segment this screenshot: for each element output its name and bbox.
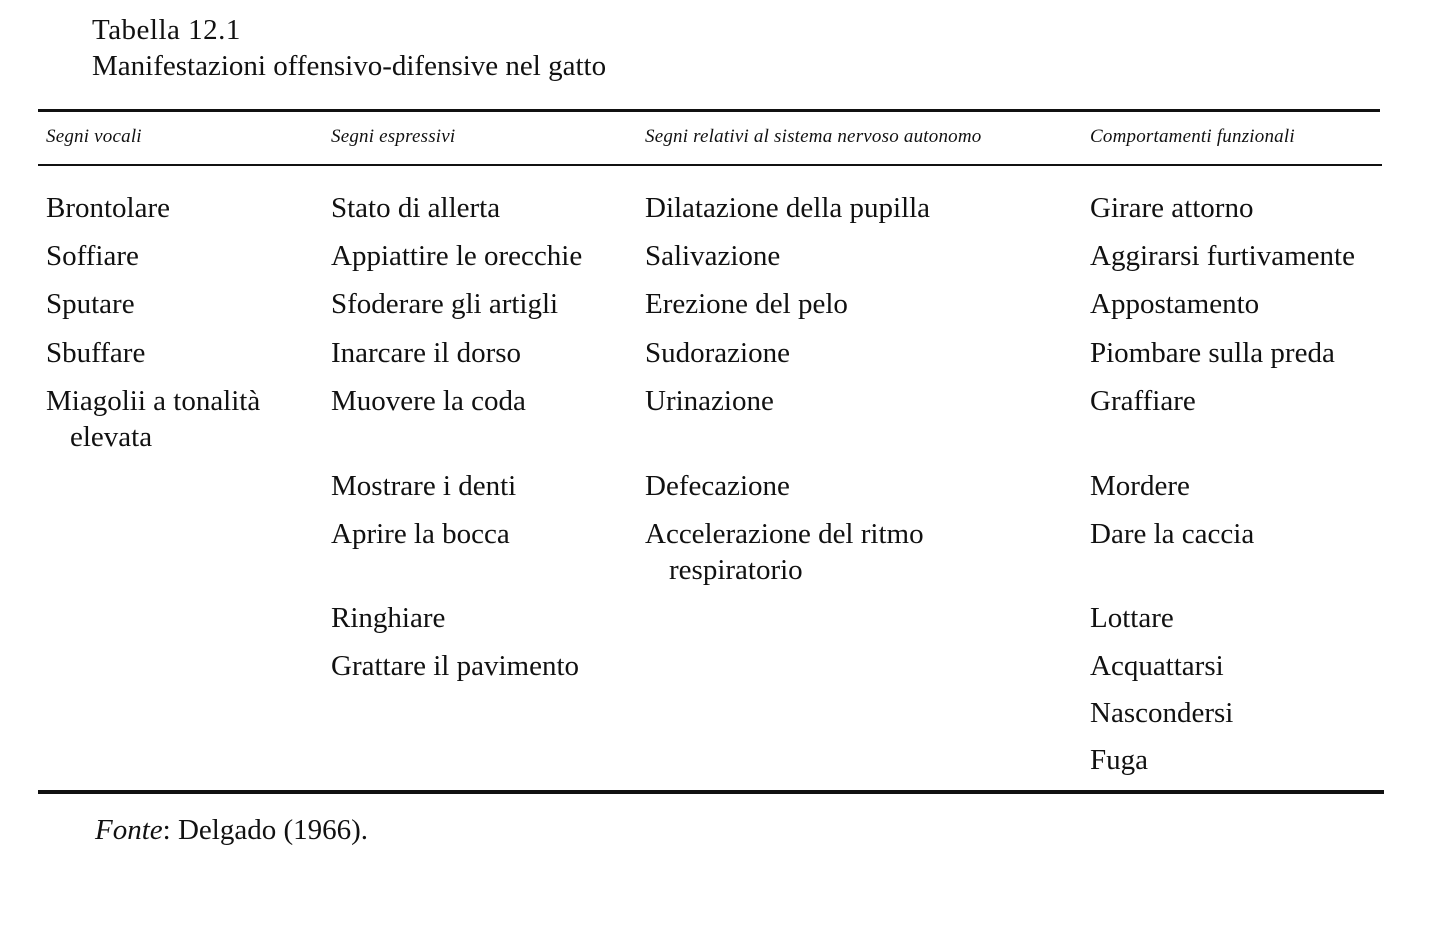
cell-text: Erezione del pelo bbox=[645, 288, 848, 320]
cell-text: Appiattire le orecchie bbox=[331, 240, 583, 272]
bottom-rule bbox=[38, 790, 1384, 794]
source-label: Fonte bbox=[95, 814, 163, 846]
table-cell-funzionali bbox=[1090, 286, 1259, 322]
source-text: : Delgado (1966). bbox=[162, 814, 369, 846]
cell-text: Girare attorno bbox=[1090, 192, 1254, 224]
table-cell-espressivi bbox=[331, 286, 558, 322]
table-cell-autonomo bbox=[645, 286, 848, 322]
cell-text: Defecazione bbox=[645, 470, 790, 502]
cell-text: Inarcare il dorso bbox=[331, 337, 522, 369]
table-cell-autonomo bbox=[645, 190, 930, 226]
cell-text: Dare la caccia bbox=[1090, 518, 1255, 550]
table-cell-autonomo bbox=[645, 468, 790, 504]
cell-text: Fuga bbox=[1090, 744, 1148, 776]
cell-text: Mostrare i denti bbox=[331, 470, 517, 502]
cell-text: Aggirarsi furtivamente bbox=[1090, 240, 1355, 272]
table-cell-funzionali bbox=[1090, 468, 1190, 504]
table-cell-funzionali bbox=[1090, 648, 1224, 684]
table-cell-espressivi bbox=[331, 648, 579, 684]
cell-text: Stato di allerta bbox=[331, 192, 501, 224]
cell-text: Soffiare bbox=[46, 240, 139, 272]
cell-text: Aprire la bocca bbox=[331, 518, 510, 550]
table-cell-espressivi bbox=[331, 238, 582, 274]
cell-text: Accelerazione del ritmo bbox=[645, 518, 924, 550]
table-cell-espressivi bbox=[331, 383, 526, 419]
table-cell-espressivi bbox=[331, 335, 521, 371]
table-cell-vocali bbox=[46, 238, 139, 274]
cell-text: Grattare il pavimento bbox=[331, 650, 580, 682]
cell-text: Sputare bbox=[46, 288, 135, 320]
cell-text: Sbuffare bbox=[46, 337, 146, 369]
table-cell-espressivi bbox=[331, 468, 516, 504]
cell-text: Muovere la coda bbox=[331, 385, 526, 417]
cell-text: Ringhiare bbox=[331, 602, 446, 634]
cell-text: Mordere bbox=[1090, 470, 1190, 502]
header-rule bbox=[38, 164, 1382, 166]
table-caption-title: Manifestazioni offensivo-difensive nel gatto bbox=[92, 50, 607, 82]
table-cell-funzionali bbox=[1090, 742, 1148, 778]
table-cell-funzionali bbox=[1090, 383, 1196, 419]
cell-text-continuation: elevata bbox=[70, 421, 153, 453]
cell-text: Appostamento bbox=[1090, 288, 1260, 320]
top-rule bbox=[38, 109, 1380, 112]
table-cell-vocali bbox=[46, 335, 145, 371]
table-cell-vocali bbox=[46, 286, 135, 322]
cell-text: Brontolare bbox=[46, 192, 171, 224]
table-cell-funzionali bbox=[1090, 600, 1174, 636]
cell-text: Salivazione bbox=[645, 240, 781, 272]
cell-text: Sfoderare gli artigli bbox=[331, 288, 559, 320]
table-cell-funzionali bbox=[1090, 238, 1355, 274]
table-cell-funzionali bbox=[1090, 695, 1233, 731]
cell-text: Miagolii a tonalità bbox=[46, 385, 261, 417]
cell-text: Lottare bbox=[1090, 602, 1174, 634]
table-caption-number: Tabella 12.1 bbox=[92, 14, 241, 46]
header-segni-espressivi: Segni espressivi bbox=[331, 126, 456, 147]
table-cell-espressivi bbox=[331, 190, 500, 226]
table-cell-autonomo bbox=[645, 238, 780, 274]
table-cell-vocali bbox=[46, 383, 260, 455]
cell-text: Acquattarsi bbox=[1090, 650, 1224, 682]
cell-text: Piombare sulla preda bbox=[1090, 337, 1335, 369]
cell-text-continuation: respiratorio bbox=[669, 554, 803, 586]
cell-text: Sudorazione bbox=[645, 337, 790, 369]
table-source bbox=[95, 814, 368, 847]
table-cell-funzionali bbox=[1090, 190, 1253, 226]
table-cell-autonomo bbox=[645, 516, 924, 588]
table-cell-funzionali bbox=[1090, 516, 1254, 552]
header-comportamenti-funzionali: Comportamenti funzionali bbox=[1090, 126, 1295, 147]
cell-text: Dilatazione della pupilla bbox=[645, 192, 931, 224]
cell-text: Urinazione bbox=[645, 385, 774, 417]
table-cell-funzionali bbox=[1090, 335, 1335, 371]
header-segni-vocali: Segni vocali bbox=[46, 126, 142, 147]
header-segni-sistema-nervoso: Segni relativi al sistema nervoso autonomo bbox=[645, 126, 982, 147]
table-cell-espressivi bbox=[331, 600, 445, 636]
table-cell-autonomo bbox=[645, 383, 774, 419]
table-cell-espressivi bbox=[331, 516, 510, 552]
table-cell-autonomo bbox=[645, 335, 790, 371]
table-cell-vocali bbox=[46, 190, 170, 226]
cell-text: Graffiare bbox=[1090, 385, 1196, 417]
cell-text: Nascondersi bbox=[1090, 697, 1234, 729]
